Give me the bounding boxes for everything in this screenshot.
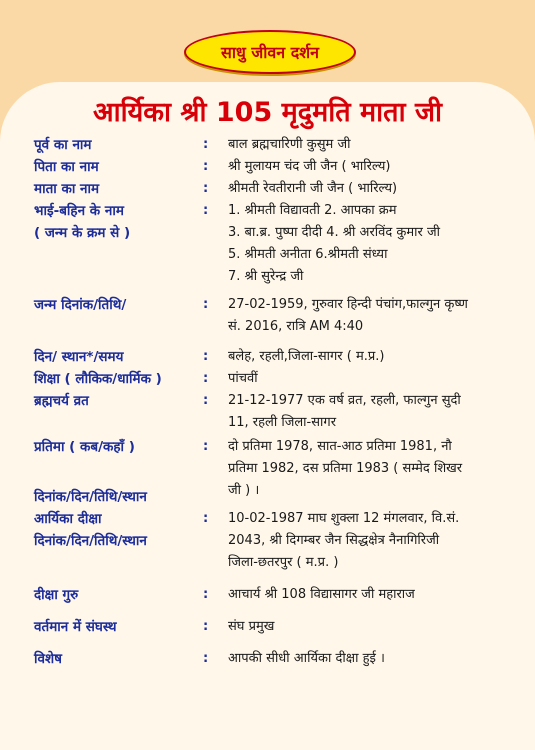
row-value <box>228 134 508 156</box>
row-colon: : <box>203 393 209 408</box>
row-value <box>228 648 508 670</box>
row-colon: : <box>203 137 209 152</box>
row-label-secondary: दिनांक/दिन/तिथि/स्थान <box>34 489 147 505</box>
value-line: प्रतिमा 1982, दस प्रतिमा 1983 ( सम्मेद शिखर <box>228 461 463 476</box>
value-line: 1. श्रीमती विद्यावती 2. आपका क्रम <box>228 203 397 218</box>
page-title: आर्यिका श्री 105 मृदुमति माता जी <box>92 97 442 128</box>
value-line: संघ प्रमुख <box>228 619 275 634</box>
row-label: ब्रह्मचर्य व्रत <box>34 393 89 409</box>
value-line: 3. बा.ब्र. पुष्पा दीदी 4. श्री अरविंद कुमार जी <box>228 225 440 240</box>
row-colon: : <box>203 371 209 386</box>
row-value <box>228 508 508 574</box>
row-value <box>228 294 508 338</box>
row-colon: : <box>203 651 209 666</box>
row-value <box>228 616 508 638</box>
value-line: जिला-छतरपुर ( म.प्र. ) <box>228 555 339 570</box>
value-line: आपकी सीधी आर्यिका दीक्षा हुई । <box>228 651 385 666</box>
row-value <box>228 346 508 368</box>
row-value <box>228 584 508 606</box>
row-label: माता का नाम <box>34 181 100 197</box>
series-badge <box>184 30 356 74</box>
value-line: सं. 2016, रात्रि AM 4:40 <box>228 319 364 334</box>
value-line: दो प्रतिमा 1978, सात-आठ प्रतिमा 1981, नौ <box>228 439 452 454</box>
row-label: प्रतिमा ( कब/कहाँ ) <box>34 439 135 455</box>
value-line: आचार्य श्री 108 विद्यासागर जी महाराज <box>228 587 415 602</box>
row-colon: : <box>203 349 209 364</box>
row-label: पूर्व का नाम <box>34 137 92 153</box>
value-line: 7. श्री सुरेन्द्र जी <box>228 269 304 284</box>
row-label: विशेष <box>34 651 62 667</box>
value-line: 2043, श्री दिगम्बर जैन सिद्धक्षेत्र नैनागिरिजी <box>228 533 440 548</box>
row-colon: : <box>203 159 209 174</box>
row-colon: : <box>203 181 209 196</box>
value-line: 27-02-1959, गुरुवार हिन्दी पंचांग,फाल्गुन कृष्ण <box>228 297 468 312</box>
row-colon: : <box>203 619 209 634</box>
row-label: जन्म दिनांक/तिथि/ <box>34 297 127 313</box>
row-label: शिक्षा ( लौकिक/धार्मिक ) <box>34 371 162 387</box>
row-label: वर्तमान में संघस्थ <box>34 619 117 635</box>
value-line: बाल ब्रह्मचारिणी कुसुम जी <box>228 137 351 152</box>
value-line: श्री मुलायम चंद जी जैन ( भारिल्य) <box>228 159 391 174</box>
row-label: पिता का नाम <box>34 159 99 175</box>
badge-text: साधु जीवन दर्शन <box>221 43 319 62</box>
row-value <box>228 368 508 390</box>
row-value <box>228 200 508 288</box>
value-line: पांचवीं <box>228 371 258 386</box>
row-label-secondary: ( जन्म के क्रम से ) <box>34 225 131 241</box>
value-line: 10-02-1987 माघ शुक्ला 12 मंगलवार, वि.सं. <box>228 511 460 526</box>
value-line: 5. श्रीमती अनीता 6.श्रीमती संध्या <box>228 247 388 262</box>
value-line: 21-12-1977 एक वर्ष व्रत, रहली, फाल्गुन सुदी <box>228 393 461 408</box>
row-colon: : <box>203 439 209 454</box>
row-value <box>228 390 508 434</box>
row-label: दिन/ स्थान*/समय <box>34 349 124 365</box>
row-label: आर्यिका दीक्षा <box>34 511 102 527</box>
row-label: भाई-बहिन के नाम <box>34 203 124 219</box>
row-value <box>228 156 508 178</box>
row-value <box>228 436 508 502</box>
value-line: जी ) । <box>228 483 260 498</box>
row-colon: : <box>203 511 209 526</box>
value-line: बलेह, रहली,जिला-सागर ( म.प्र.) <box>228 349 385 364</box>
value-line: श्रीमती रेवतीरानी जी जैन ( भारिल्य) <box>228 181 398 196</box>
row-colon: : <box>203 587 209 602</box>
value-line: 11, रहली जिला-सागर <box>228 415 337 430</box>
row-label: दीक्षा गुरु <box>34 587 79 603</box>
row-value <box>228 178 508 200</box>
row-colon: : <box>203 203 209 218</box>
row-label-secondary: दिनांक/दिन/तिथि/स्थान <box>34 533 147 549</box>
row-colon: : <box>203 297 209 312</box>
